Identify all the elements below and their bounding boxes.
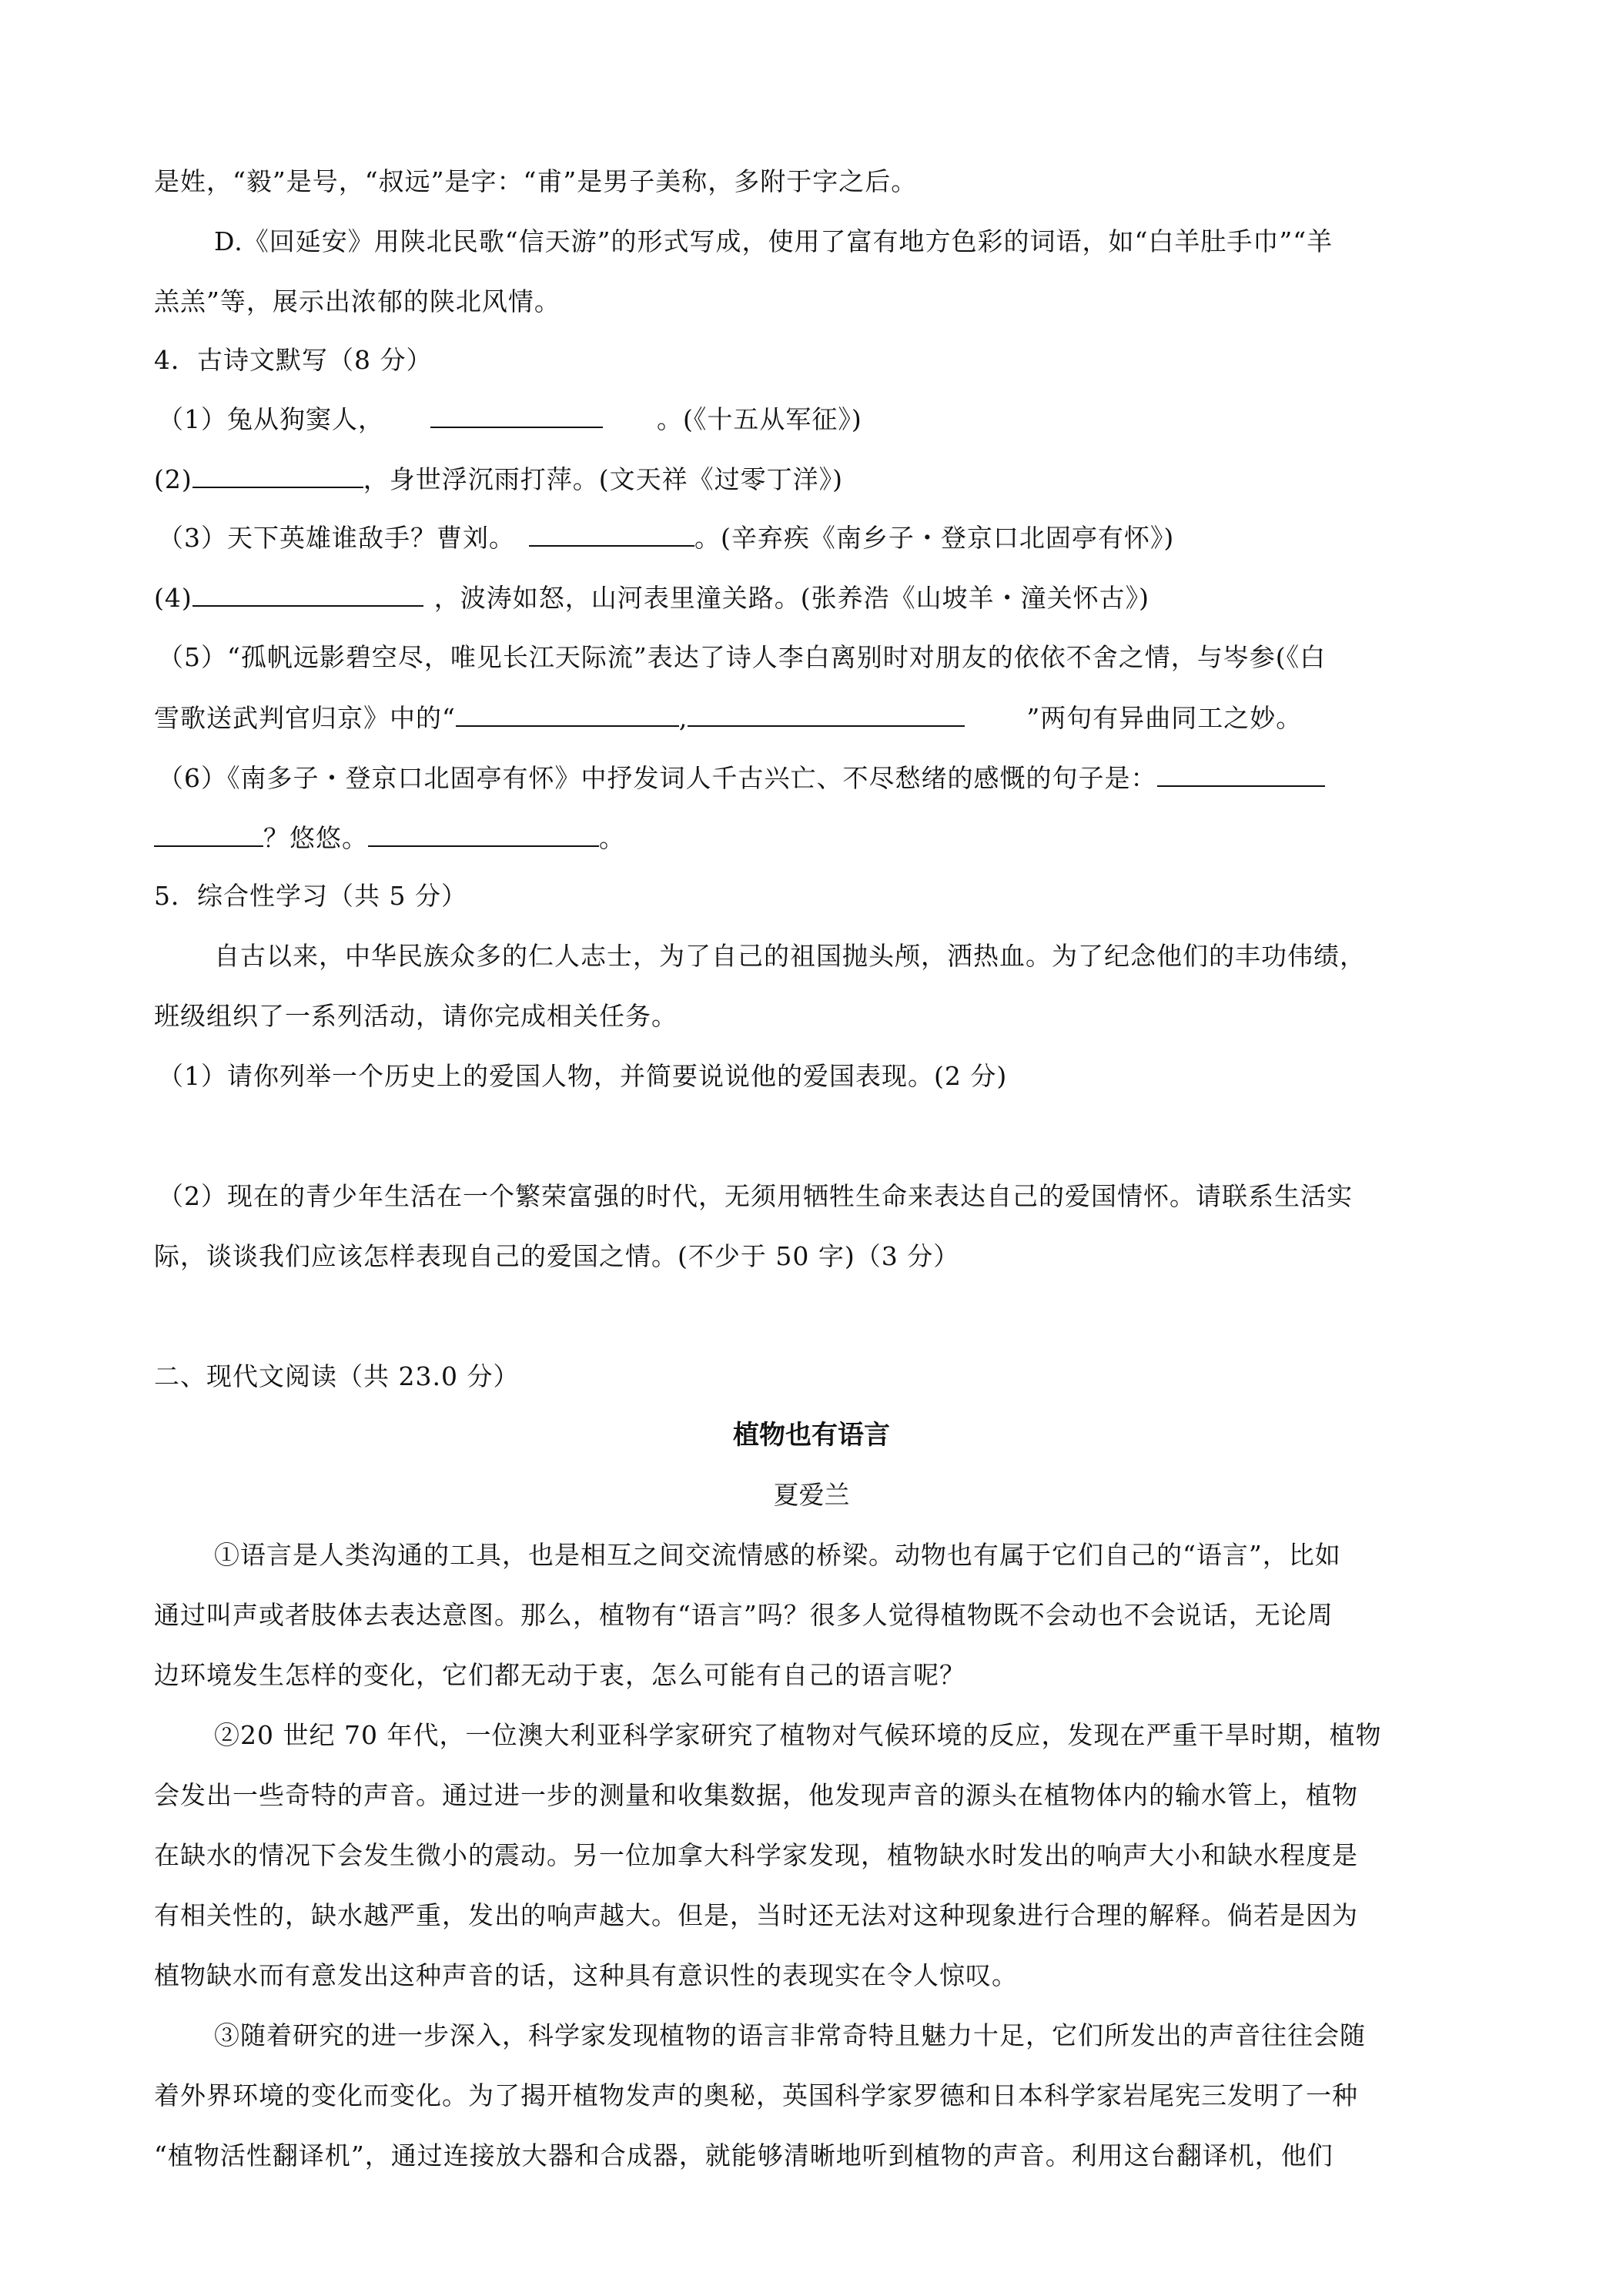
q4-item-3-suffix: 。(辛弃疾《南乡子・登京口北固亭有怀》) — [694, 523, 1175, 553]
answer-blank[interactable] — [1157, 761, 1325, 787]
paragraph-3-line3: “植物活性翻译机”，通过连接放大器和合成器，就能够清晰地听到植物的声音。利用这台翻译机，他们 — [154, 2140, 1334, 2170]
paragraph-2-line4: 有相关性的，缺水越严重，发出的响声越大。但是，当时还无法对这种现象进行合理的解释。倘若是因为 — [154, 1900, 1358, 1930]
q5-subquestion-2-line1: （2）现在的青少年生活在一个繁荣富强的时代，无须用牺牲生命来表达自己的爱国情怀。请联系生活实 — [158, 1181, 1353, 1211]
paragraph-1-line2: 通过叫声或者肢体去表达意图。那么，植物有“语言”吗？很多人觉得植物既不会动也不会说话，无论周 — [154, 1600, 1334, 1630]
article-author: 夏爱兰 — [773, 1480, 850, 1510]
q4-item-3 — [158, 520, 1174, 555]
q4-item-5-line1: （5）“孤帆远影碧空尽，唯见长江天际流”表达了诗人李白离别时对朋友的依依不舍之情，与岑参(《白 — [158, 642, 1327, 672]
q5-intro-line1: 自古以来，中华民族众多的仁人志士，为了自己的祖国抛头颅，洒热血。为了纪念他们的丰功伟绩， — [214, 941, 1366, 971]
q4-item-5-suffix: ”两句有异曲同工之妙。 — [1026, 703, 1303, 733]
q4-item-5-prefix: 雪歌送武判官归京》中的“ — [154, 703, 456, 733]
paragraph-2-line5: 植物缺水而有意发出这种声音的话，这种具有意识性的表现实在令人惊叹。 — [154, 1960, 1018, 1990]
answer-blank[interactable] — [192, 581, 423, 607]
q3-option-d-line2: 羔羔”等，展示出浓郁的陕北风情。 — [154, 286, 561, 316]
q4-item-3-prefix: （3）天下英雄谁敌手？曹刘。 — [158, 523, 515, 553]
paragraph-1-line1: ①语言是人类沟通的工具，也是相互之间交流情感的桥梁。动物也有属于它们自己的“语言”，比如 — [214, 1540, 1341, 1570]
q4-item-6-line1 — [158, 761, 1325, 795]
paragraph-3-line1: ③随着研究的进一步深入，科学家发现植物的语言非常奇特且魅力十足，它们所发出的声音往往会随 — [214, 2020, 1366, 2050]
q3-option-c-tail: 是姓，“毅”是号，“叔远”是字：“甫”是男子美称，多附于字之后。 — [154, 166, 918, 196]
q4-item-6-line2 — [154, 821, 625, 855]
answer-blank[interactable] — [154, 821, 263, 847]
section-2-heading: 二、现代文阅读（共 23.0 分） — [154, 1361, 520, 1391]
q4-item-4-suffix: ，波涛如怒，山河表里潼关路。(张养浩《山坡羊・潼关怀古》) — [433, 583, 1149, 613]
answer-blank[interactable] — [529, 520, 694, 547]
paragraph-2-line1: ②20 世纪 70 年代，一位澳大利亚科学家研究了植物对气候环境的反应，发现在严重干旱时期，植物 — [214, 1720, 1382, 1750]
q5-intro-line2: 班级组织了一系列活动，请你完成相关任务。 — [154, 1001, 678, 1031]
q4-item-2-suffix: ，身世浮沉雨打萍。(文天祥《过零丁洋》) — [363, 464, 843, 494]
paragraph-1-line3: 边环境发生怎样的变化，它们都无动于衷，怎么可能有自己的语言呢？ — [154, 1660, 965, 1690]
q4-item-1 — [158, 402, 862, 437]
q4-item-2-prefix: (2) — [154, 464, 192, 494]
q3-option-d-line1: D.《回延安》用陕北民歌“信天游”的形式写成，使用了富有地方色彩的词语，如“白羊肚手巾”“羊 — [214, 226, 1334, 256]
q4-item-6-end: 。 — [599, 823, 625, 853]
paragraph-2-line3: 在缺水的情况下会发生微小的震动。另一位加拿大科学家发现，植物缺水时发出的响声大小和缺水程度是 — [154, 1840, 1358, 1870]
q4-item-6-prefix: （6）《南多子・登京口北固亭有怀》中抒发词人千古兴亡、不尽愁绪的感慨的句子是： — [158, 763, 1157, 793]
q4-heading: 4．古诗文默写（8 分） — [154, 345, 433, 375]
q5-subquestion-2-line2: 际，谈谈我们应该怎样表现自己的爱国之情。(不少于 50 字)（3 分） — [154, 1241, 960, 1271]
q5-subquestion-1: （1）请你列举一个历史上的爱国人物，并简要说说他的爱国表现。(2 分) — [158, 1061, 1008, 1091]
q5-heading: 5．综合性学习（共 5 分） — [154, 881, 467, 911]
q4-item-4 — [154, 581, 1149, 615]
q4-item-4-prefix: (4) — [154, 583, 192, 613]
answer-blank[interactable] — [368, 821, 599, 847]
q4-item-6-middle: ？悠悠。 — [263, 823, 368, 853]
article-title: 植物也有语言 — [733, 1420, 890, 1451]
answer-blank[interactable] — [192, 462, 363, 488]
q4-item-2 — [154, 462, 843, 497]
answer-blank[interactable] — [456, 701, 679, 727]
q4-item-1-prefix: （1）兔从狗窦人， — [158, 404, 384, 434]
paragraph-3-line2: 着外界环境的变化而变化。为了揭开植物发声的奥秘，英国科学家罗德和日本科学家岩尾宪三发明了一种 — [154, 2080, 1358, 2110]
answer-blank[interactable] — [688, 701, 965, 727]
answer-blank[interactable] — [430, 402, 603, 428]
paragraph-2-line2: 会发出一些奇特的声音。通过进一步的测量和收集数据，他发现声音的源头在植物体内的输水管上，植物 — [154, 1780, 1358, 1810]
q4-item-5-comma: , — [678, 703, 688, 733]
q4-item-5-line2 — [154, 701, 1302, 735]
q4-item-1-suffix: 。(《十五从军征》) — [657, 404, 862, 434]
